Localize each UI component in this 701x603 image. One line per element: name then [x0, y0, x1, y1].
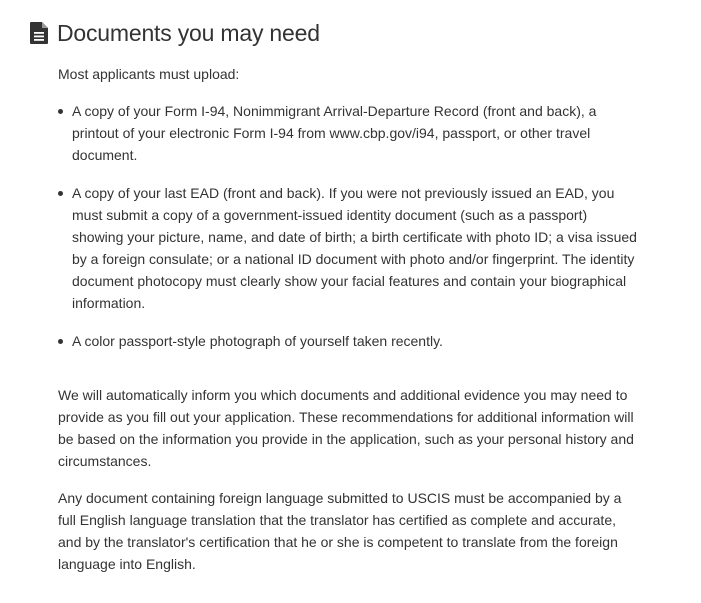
evidence-paragraph: We will automatically inform you which documents and additional evidence you may need to provide as you fill out your application. These recommendations for additional information will be based on the information you provide in the application, such as your personal history and circumstances. [58, 387, 634, 469]
list-item-text: A copy of your Form I-94, Nonimmigrant Arrival-Departure Record (front and back), a printout of your electronic Form I-94 from www.cbp.gov/i94, passport, or other travel document. [72, 103, 597, 163]
list-item [58, 182, 638, 314]
intro-text: Most applicants must upload: [58, 66, 240, 82]
heading-text: Documents you may need [57, 19, 320, 46]
list-item [58, 100, 638, 166]
list-item-text: A copy of your last EAD (front and back). If you were not previously issued an EAD, you must submit a copy of a government-issued identity document (such as a passport) showing your picture, name, and date of birth; a birth certificate with photo ID; a visa issued by a foreign consulate; or a national ID document with photo and/or fingerprint. The identity document photocopy must clearly show your facial features and contain your biographical information. [72, 185, 637, 311]
list-item [58, 330, 638, 352]
document-list [58, 100, 638, 368]
document-icon [30, 22, 48, 44]
list-item-text: A color passport-style photograph of yourself taken recently. [72, 333, 443, 349]
translation-paragraph: Any document containing foreign language submitted to USCIS must be accompanied by a full English language translation that the translator has certified as complete and accurate, and by the translator's certification that he or she is competent to translate from the foreign language into English. [58, 490, 622, 572]
bullet-icon [58, 339, 63, 344]
bullet-icon [58, 191, 63, 196]
section-heading [30, 16, 320, 50]
bullet-icon [58, 109, 63, 114]
